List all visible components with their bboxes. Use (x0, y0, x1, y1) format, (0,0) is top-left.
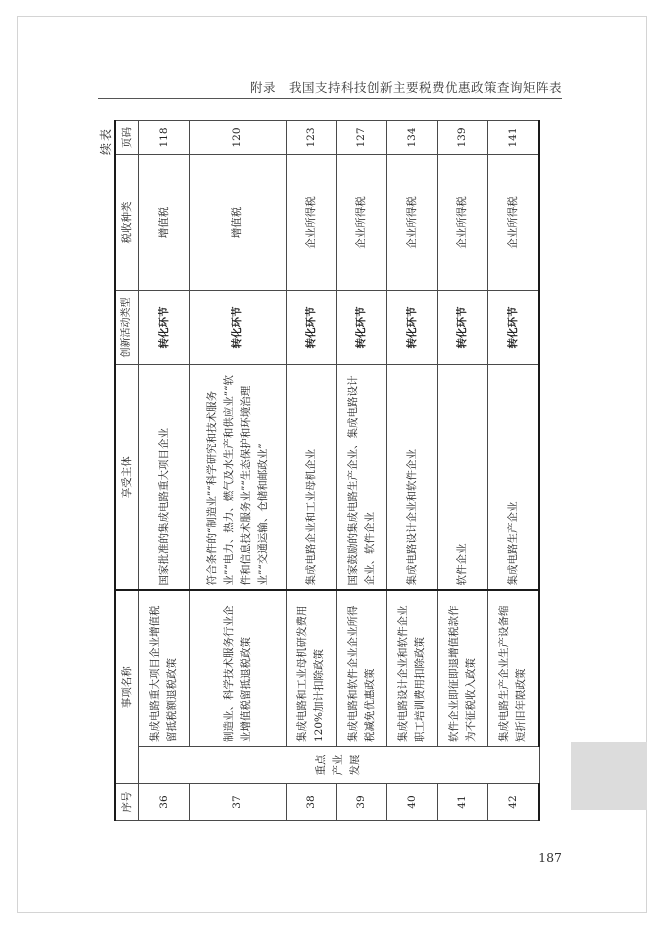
row-tax-type: 增值税 (139, 155, 189, 291)
row-beneficiary: 国家批准的集成电路重大项目企业 (139, 365, 189, 591)
row-beneficiary: 集成电路设计企业和软件企业 (387, 365, 437, 591)
row-activity-type: 转化环节 (337, 291, 387, 365)
col-header-activity-type: 创新活动类型 (115, 291, 139, 365)
row-beneficiary: 国家鼓励的集成电路生产企业、集成电路设计企业、软件企业 (337, 365, 387, 591)
row-activity-type: 转化环节 (189, 291, 286, 365)
policy-matrix-table (114, 120, 540, 821)
row-tax-type: 企业所得税 (437, 155, 487, 291)
col-header-item-name: 事项名称 (115, 591, 139, 784)
table-header-row (115, 121, 139, 821)
category-cell: 重点产业发展 (139, 747, 539, 784)
row-activity-type: 转化环节 (488, 291, 539, 365)
row-seq: 41 (437, 784, 487, 821)
row-item-name: 集成电路重大项目企业增值税留抵税额退税政策 (139, 591, 189, 747)
page-number: 187 (538, 850, 562, 865)
row-seq: 38 (286, 784, 336, 821)
col-header-tax-type: 税收种类 (115, 155, 139, 291)
row-tax-type: 企业所得税 (387, 155, 437, 291)
row-beneficiary: 集成电路企业和工业母机企业 (286, 365, 336, 591)
row-item-name: 集成电路设计企业和软件企业职工培训费用扣除政策 (387, 591, 437, 747)
table-row (337, 121, 387, 821)
row-page: 139 (437, 121, 487, 155)
row-activity-type: 转化环节 (437, 291, 487, 365)
col-header-seq: 序号 (115, 784, 139, 821)
header-rule (98, 98, 562, 99)
table-row (387, 121, 437, 821)
row-tax-type: 企业所得税 (286, 155, 336, 291)
row-tax-type: 增值税 (189, 155, 286, 291)
row-page: 120 (189, 121, 286, 155)
row-page: 134 (387, 121, 437, 155)
row-activity-type: 转化环节 (139, 291, 189, 365)
table-row (139, 121, 189, 821)
row-item-name: 制造业、科学技术服务行业企业增值税留抵退税政策 (189, 591, 286, 747)
row-item-name: 软件企业即征即退增值税款作为不征税收入政策 (437, 591, 487, 747)
row-seq: 39 (337, 784, 387, 821)
row-page: 118 (139, 121, 189, 155)
row-seq: 42 (488, 784, 539, 821)
row-beneficiary: 集成电路生产企业 (488, 365, 539, 591)
table-row (189, 121, 286, 821)
row-activity-type: 转化环节 (286, 291, 336, 365)
table-row (286, 121, 336, 821)
row-item-name: 集成电路和软件企业企业所得税减免优惠政策 (337, 591, 387, 747)
row-item-name: 集成电路生产企业生产设备缩短折旧年限政策 (488, 591, 539, 747)
row-tax-type: 企业所得税 (488, 155, 539, 291)
row-page: 123 (286, 121, 336, 155)
table-row (488, 121, 539, 821)
table-row (437, 121, 487, 821)
row-beneficiary: 软件企业 (437, 365, 487, 591)
row-seq: 36 (139, 784, 189, 821)
row-beneficiary: 符合条件的“制造业”“科学研究和技术服务业”“电力、热力、燃气及水生产和供应业”“软件和信息技术服务业”“生态保护和环境治理业”“交通运输、仓储和邮政业” (189, 365, 286, 591)
row-page: 127 (337, 121, 387, 155)
row-item-name: 集成电路和工业母机研发费用120%加计扣除政策 (286, 591, 336, 747)
row-seq: 40 (387, 784, 437, 821)
row-page: 141 (488, 121, 539, 155)
running-header: 附录 我国支持科技创新主要税费优惠政策查询矩阵表 (249, 80, 562, 95)
page-side-tab (571, 742, 647, 810)
row-activity-type: 转化环节 (387, 291, 437, 365)
col-header-page: 页码 (115, 121, 139, 155)
col-header-beneficiary: 享受主体 (115, 365, 139, 591)
rotated-table-block (97, 121, 540, 821)
row-tax-type: 企业所得税 (337, 155, 387, 291)
continuation-label: 续表 (99, 127, 113, 156)
row-seq: 37 (189, 784, 286, 821)
